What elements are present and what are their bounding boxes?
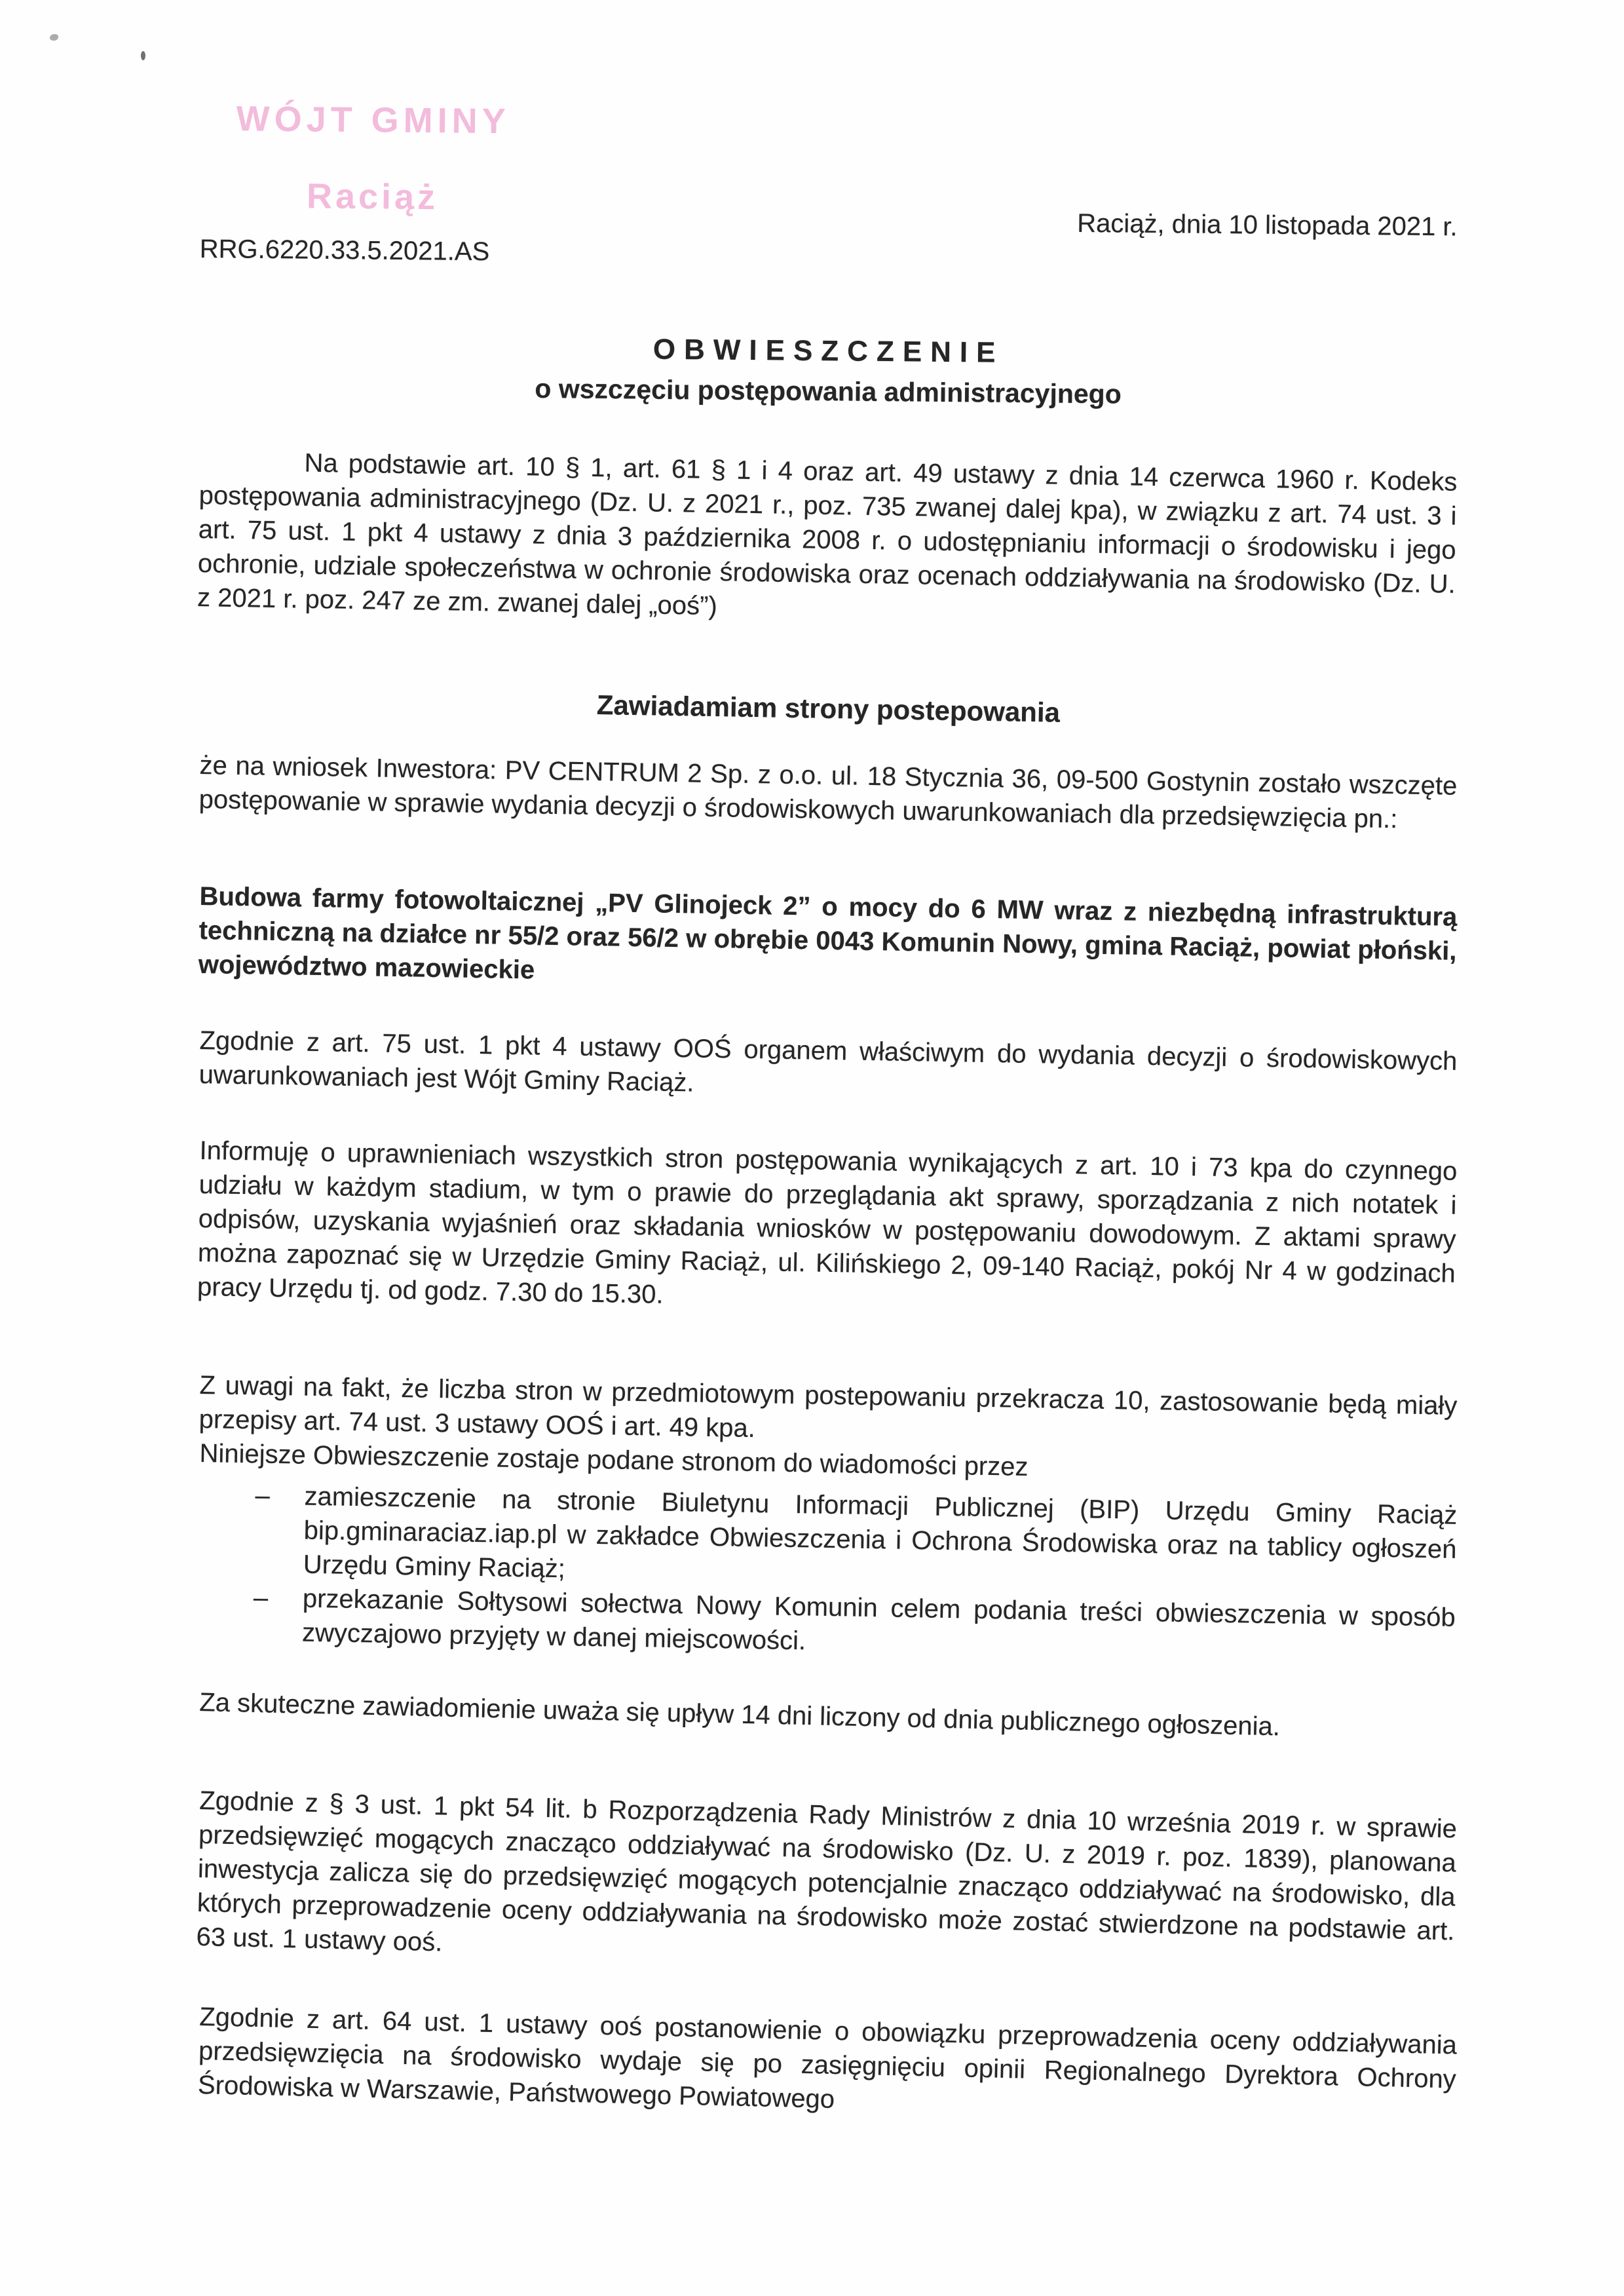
regulation-paragraph: Zgodnie z § 3 ust. 1 pkt 54 lit. b Rozporządzenia Rady Ministrów z dnia 10 września 2019 r. w sprawie przedsięwzięć mogących znacząco oddziaływać na środowisko (Dz. U. z 2019 r. poz. 1839), planowana inwestycja zalicza się do przedsięwzięć mogących potencjalnie znacząco oddziaływać na środowisko, dla których przeprowadzenie oceny oddziaływania na środowisko może zostać stwierdzone na podstawie art. 63 ust. 1 ustawy ooś. — [196, 1786, 1458, 1957]
rights-paragraph: Informuję o uprawnieniach wszystkich stron postępowania wynikających z art. 10 i 73 kpa do czynnego udziału w każdym stadium, w tym o prawie do przeglądania akt sprawy, sporządzania z nich notatek i odpisów, uzyskania wyjaśnień oraz składania wniosków w postępowaniu dowodowym. Z aktami sprawy można zapoznać się w Urzędzie Gminy Raciąż, ul. Kilińskiego 2, 09-140 Raciąż, pokój Nr 4 w godzinach pracy Urzędu tj. od godz. 7.30 do 15.30. — [197, 1136, 1458, 1309]
announcement-method-list — [197, 1478, 1458, 1669]
legal-basis-paragraph: Na podstawie art. 10 § 1, art. 61 § 1 i 4 oraz art. 49 ustawy z dnia 14 czerwca 1960 r. Kodeks postępowania administracyjnego (Dz. U. z 2021 r., poz. 735 zwanej dalej kpa), w związku z art. 74 ust. 3 i art. 75 ust. 1 pkt 4 ustawy z dnia 3 października 2008 r. o udostępnianiu informacji o środowisku i jego ochronie, udziale społeczeństwa w ochronie środowiska oraz ocenach oddziaływania na środowisko (Dz. U. z 2021 r. poz. 247 ze zm. zwanej dalej „ooś”) — [197, 448, 1458, 621]
scan-artifact-dot — [50, 34, 58, 41]
date-line: Raciąż, dnia 10 listopada 2021 r. — [1077, 208, 1458, 242]
authority-paragraph: Zgodnie z art. 75 ust. 1 pkt 4 ustawy OOŚ organem właściwym do wydania decyzji o środowiskowych uwarunkowaniach jest Wójt Gminy Raciąż. — [198, 1025, 1458, 1098]
title-block — [199, 328, 1458, 414]
reference-number: RRG.6220.33.5.2021.AS — [199, 234, 490, 267]
parties-count-paragraph: Z uwagi na fakt, że liczba stron w przedmiotowym postepowaniu przekracza 10, zastosowanie będą miały przepisy art. 74 ust. 3 ustawy OOŚ i art. 49 kpa. — [198, 1370, 1458, 1444]
stamp-line-2: Raciąż — [306, 176, 439, 218]
announcement-method-intro: Niniejsze Obwieszczenie zostaje podane stronom do wiadomości przez — [199, 1438, 1029, 1482]
effective-notice-paragraph: Za skuteczne zawiadomienie uważa się upływ 14 dni liczony od dnia publicznego ogłoszenia. — [198, 1687, 1281, 1742]
document-title: OBWIESZCZENIE — [652, 333, 1004, 369]
list-item — [198, 1478, 1457, 1601]
list-item-text: zamieszczenie na stronie Biuletynu Informacji Publicznej (BIP) Urzędu Gminy Raciąż bip.gminaraciaz.iap.pl w zakładce Obwieszczenia i Ochrona Środowiska oraz na tablicy ogłoszeń Urzędu Gminy Raciąż; — [303, 1482, 1458, 1584]
project-title-paragraph: Budowa farmy fotowoltaicznej „PV Glinojeck 2” o mocy do 6 MW wraz z niezbędną infrastrukturą techniczną na działce nr 55/2 oraz 56/2 w obrębie 0043 Komunin Nowy, gmina Raciąż, powiat płoński, województwo mazowieckie — [198, 881, 1458, 985]
dash-marker: – — [253, 1583, 269, 1613]
section-heading: Zawiadamiam strony postepowania — [596, 689, 1061, 728]
notice-paragraph: że na wniosek Inwestora: PV CENTRUM 2 Sp. z o.o. ul. 18 Stycznia 36, 09-500 Gostynin zostało wszczęte postępowanie w sprawie wydania decyzji o środowiskowych uwarunkowaniach dla przedsięwzięcia pn.: — [198, 750, 1458, 834]
dash-marker: – — [255, 1481, 271, 1510]
stamp-line-1: WÓJT GMINY — [236, 99, 510, 142]
document-subtitle: o wszczęciu postępowania administracyjnego — [535, 373, 1122, 410]
scan-artifact-dot — [141, 51, 145, 60]
opinion-paragraph: Zgodnie z art. 64 ust. 1 ustawy ooś postanowienie o obowiązku przeprowadzenia oceny oddziaływania przedsięwzięcia na środowisko wydaje się po zasięgnięciu opinii Regionalnego Dyrektora Ochrony Środowiska w Warszawie, Państwowego Powiatowego — [197, 2002, 1458, 2114]
list-item-text: przekazanie Sołtysowi sołectwa Nowy Komunin celem podania treści obwieszczenia w sposób zwyczajowo przyjęty w danej miejscowości. — [301, 1584, 1456, 1656]
